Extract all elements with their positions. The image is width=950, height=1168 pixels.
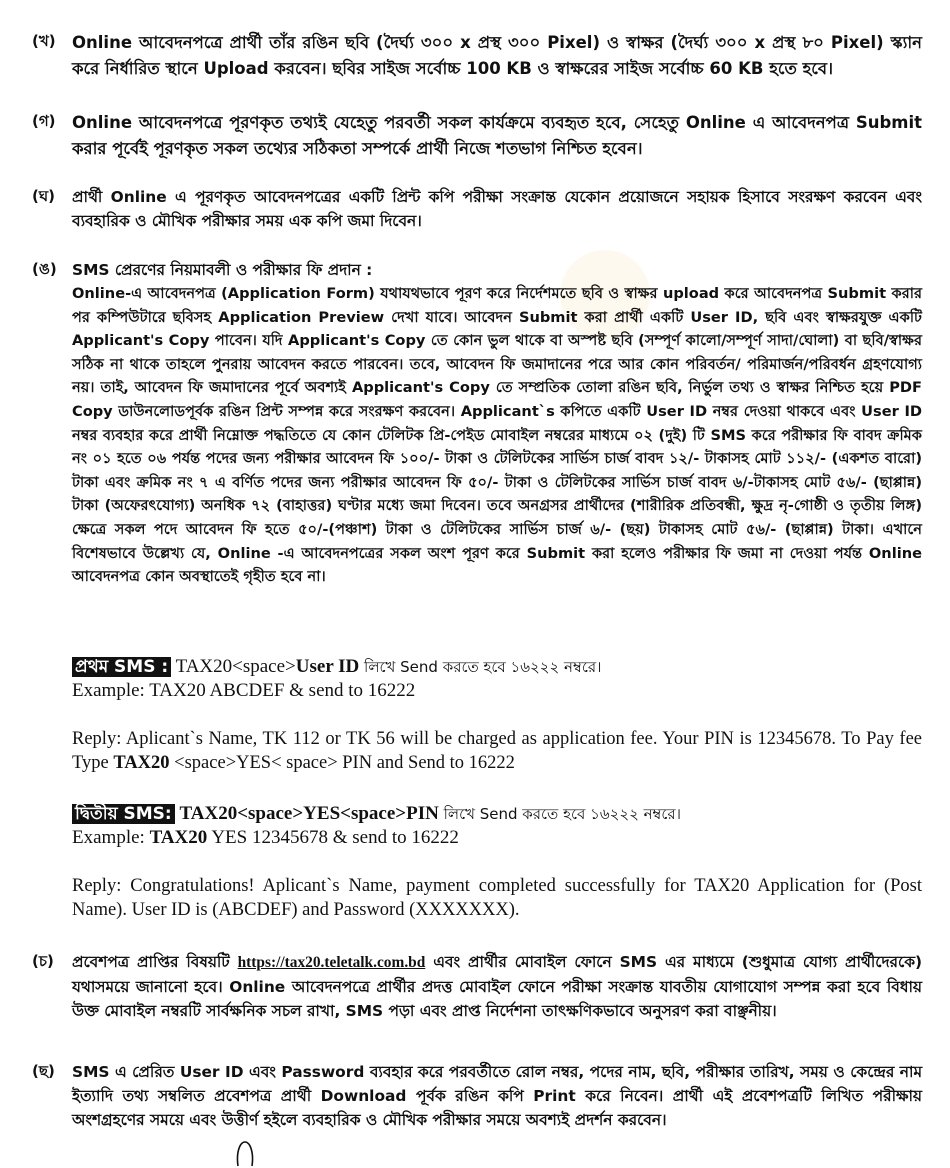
clause-marker: (ঘ) [32,187,55,205]
clause-text: SMS এ প্রেরিত User ID এবং Password ব্যবহার করে পরবর্তীতে রোল নম্বর, পদের নাম, ছবি, পরীক্ষার তারিখ, সময় ও কেন্দ্রের নাম ইত্যাদি তথ্য সম্বলিত প্রবেশপত্র প্রার্থী Download পূর্বক রঙিন কপি Print করে নিবেন। প্রার্থী এই প্রবেশপত্রটি লিখিত পরীক্ষায় অংশগ্রহণের সময়ে এবং উত্তীর্ণ হইলে ব্যবহারিক ও মৌখিক পরীক্ষার সময়ে অবশ্যই প্রদর্শন করবেন। [72,1063,922,1129]
sms-command-suffix: লিখে Send করতে হবে ১৬২২২ নম্বরে। [359,658,602,676]
sms-second-example [72,826,922,850]
clause-gha [32,185,922,233]
clause-text-end: এবং প্রার্থীর মোবাইল ফোনে SMS এর মাধ্যমে (শুধুমাত্র যোগ্য প্রার্থীদেরকে) যথাসময়ে জানানো হবে। Online আবেদনপত্রে প্রার্থীর প্রদত্ত মোবাইল ফোনে পরীক্ষা সংক্রান্ত যাবতীয় যোগাযোগ সম্পন্ন করা হবে বিধায় উক্ত মোবাইল নম্বরটি সার্বক্ষনিক সচল রাখা, SMS পড়া এবং প্রাপ্ত নির্দেশনা তাৎক্ষণিকভাবে অনুসরণ করা বাঞ্ছনীয়। [72,953,923,1020]
reply-bold: TAX20 [113,753,170,773]
handwritten-mark [230,1138,260,1168]
clause-marker: (ছ) [32,1062,55,1080]
example-bold: TAX20 [149,827,208,848]
clause-cha [32,950,922,1023]
clause-marker: (চ) [32,952,54,970]
sms-first-block [72,655,922,775]
clause-ga [32,110,922,162]
clause-marker: (ঙ) [32,260,57,278]
sms-second-command [72,802,922,826]
clause-text [72,950,922,1023]
clause-text: Online আবেদনপত্রে প্রার্থী তাঁর রঙিন ছবি (দৈর্ঘ্য ৩০০ x প্রস্থ ৩০০ Pixel) ও স্বাক্ষর (দৈর্ঘ্য ৩০০ x প্রস্থ ৮০ Pixel) স্ক্যান করে নির্ধারিত স্থানে Upload করবেন। ছবির সাইজ সর্বোচ্চ 100 KB ও স্বাক্ষরের সাইজ সর্বোচ্চ 60 KB হতে হবে। [72,33,922,78]
sms-first-reply [72,727,922,775]
example-prefix: Example: [72,827,150,848]
sms-command-prefix: TAX20<space> [175,656,296,677]
sms-command-bold: User ID [295,656,360,677]
sms-second-reply: Reply: Congratulations! Aplicant`s Name, payment completed successfully for TAX20 Application for (Post Name). User ID is (ABCDEF) and Password (XXXXXXX). [72,876,922,920]
clause-uma [32,258,922,589]
admit-card-link[interactable]: https://tax20.teletalk.com.bd [237,954,426,971]
reply-text-end: <space>YES< space> PIN and Send to 16222 [169,753,515,773]
example-suffix: YES 12345678 & send to 16222 [207,827,459,848]
clause-chha [32,1060,922,1132]
clause-text: Online-এ আবেদনপত্র (Application Form) যথাযথভাবে পূরণ করে নির্দেশমতে ছবি ও স্বাক্ষর upload করে আবেদনপত্র Submit করার পর কম্পিউটারে ছবিসহ Application Preview দেখা যাবে। আবেদন Submit করা প্রার্থী একটি User ID, ছবি এবং স্বাক্ষরযুক্ত একটি Applicant's Copy পাবেন। যদি Applicant's Copy তে কোন ভুল থাকে বা অস্পষ্ট ছবি (সম্পূর্ণ কালো/সম্পূর্ণ সাদা/ঘোলা) বা ছবি/স্বাক্ষর সঠিক না থাকে তাহলে পুনরায় আবেদন করতে পারবেন। তবে, আবেদন ফি জমাদানের পরে আর কোন পরিবর্তন/ পরিমার্জন/পরিবর্ধন গ্রহণযোগ্য নয়। তাই, আবেদন ফি জমাদানের পূর্বে অবশ্যই Applicant's Copy তে সম্প্রতিক তোলা রঙিন ছবি, নির্ভুল তথ্য ও স্বাক্ষর নিশ্চিত হয়ে PDF Copy ডাউনলোডপূর্বক রঙিন প্রিন্ট সম্পন্ন করে সংরক্ষণ করবেন। Applicant`s কপিতে একটি User ID নম্বর দেওয়া থাকবে এবং User ID নম্বর ব্যবহার করে প্রার্থী নিম্নোক্ত পদ্ধতিতে যে কোন টেলিটক প্রি-পেইড মোবাইল নম্বরের মাধ্যমে ০২ (দুই) টি SMS করে পরীক্ষার ফি বাবদ ক্রমিক নং ০১ হতে ০৬ পর্যন্ত পদের জন্য পরীক্ষার আবেদন ফি ১০০/- টাকা ও টেলিটকের সার্ভিস চার্জ বাবদ ১২/- টাকাসহ মোট ১১২/- (একশত বারো) টাকা এবং ক্রমিক নং ৭ এ বর্ণিত পদের জন্য পরীক্ষার আবেদন ফি ৫০/- টাকা ও টেলিটকের সার্ভিস চার্জ বাবদ ৬/-টাকাসহ মোট ৫৬/- (ছাপ্পান্ন) টাকা (অফেরৎযোগ্য) অনধিক ৭২ (বাহাত্তর) ঘণ্টার মধ্যে জমা দিবেন। তবে অনগ্রসর প্রার্থীদের (শারীরিক প্রতিবন্ধী, ক্ষুদ্র নৃ-গোষ্ঠী ও তৃতীয় লিঙ্গ) ক্ষেত্রে সকল পদে আবেদন ফি হতে ৫০/-(পঞ্চাশ) টাকা ও টেলিটকের সার্ভিস চার্জ ৬/- (ছয়) টাকাসহ মোট ৫৬/- (ছাপ্পান্ন) টাকা। এখানে বিশেষভাবে উল্লেখ্য যে, Online -এ আবেদনপত্রের সকল অংশ পূরণ করে Submit করা হলেও পরীক্ষার ফি জমা না দেওয়া পর্যন্ত Online আবেদনপত্র কোন অবস্থাতেই গৃহীত হবে না। [72,285,922,586]
clause-marker: (গ) [32,112,56,130]
clause-kha [32,30,922,82]
sms-command-bold: TAX20<space>YES<space>PIN [179,803,439,824]
sms-second-tag: দ্বিতীয় SMS: [72,804,175,824]
reply-text: Reply: Aplicant`s Name, TK 112 or TK 56 will be charged as application fee. Your PIN is 12345678. To Pay fee Type [72,729,922,773]
clause-text: প্রার্থী Online এ পূরণকৃত আবেদনপত্রের একটি প্রিন্ট কপি পরীক্ষা সংক্রান্ত যেকোন প্রয়োজনে সহায়ক হিসাবে সংরক্ষণ করবেন এবং ব্যবহারিক ও মৌখিক পরীক্ষার সময় এক কপি জমা দিবেন। [72,188,922,230]
clause-text: Online আবেদনপত্রে পূরণকৃত তথ্যই যেহেতু পরবর্তী সকল কার্যক্রমে ব্যবহৃত হবে, সেহেতু Online এ আবেদনপত্র Submit করার পূর্বেই পূরণকৃত সকল তথ্যের সঠিকতা সম্পর্কে প্রার্থী নিজে শতভাগ নিশ্চিত হবেন। [72,113,922,158]
sms-first-command [72,655,922,679]
clause-marker: (খ) [32,32,56,50]
sms-first-example: Example: TAX20 ABCDEF & send to 16222 [72,680,416,701]
clause-heading: SMS প্রেরণের নিয়মাবলী ও পরীক্ষার ফি প্রদান : [72,261,373,279]
clause-text-start: প্রবেশপত্র প্রাপ্তির বিষয়টি [72,953,238,971]
sms-first-tag: প্রথম SMS : [72,657,171,677]
sms-second-block [72,802,922,922]
sms-command-suffix: লিখে Send করতে হবে ১৬২২২ নম্বরে। [438,805,682,823]
